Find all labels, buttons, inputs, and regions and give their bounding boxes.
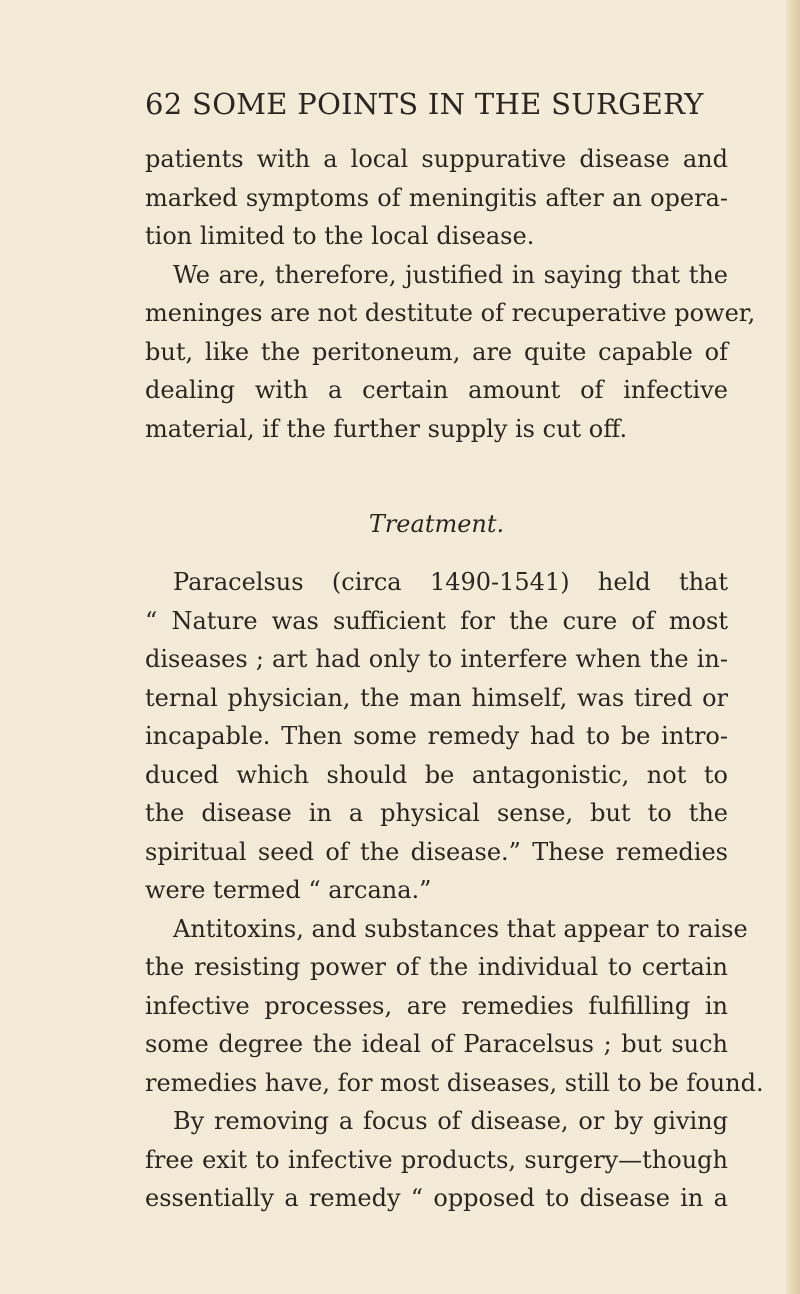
page-number: 62 <box>145 87 183 121</box>
page-edge <box>786 0 800 1294</box>
text-line: meninges are not destitute of recuperative power, <box>145 299 756 327</box>
text-line: marked symptoms of meningitis after an opera- <box>145 183 728 212</box>
text-line: Paracelsus (circa 1490-1541) held that <box>173 568 728 596</box>
text-line: incapable. Then some remedy had to be intro- <box>145 722 728 750</box>
text-line: patients with a local suppurative disease and <box>145 145 728 173</box>
text-line: the resisting power of the individual to certain <box>145 953 728 981</box>
text-line: ternal physician, the man himself, was tired or <box>145 683 728 712</box>
text-line: Antitoxins, and substances that appear to raise <box>173 914 748 943</box>
text-line: tion limited to the local disease. <box>145 222 535 250</box>
text-line: dealing with a certain amount of infective <box>145 376 728 404</box>
text-line: We are, therefore, justified in saying that the <box>173 260 728 289</box>
text-line: essentially a remedy “ opposed to disease in a <box>145 1184 728 1212</box>
text-line: material, if the further supply is cut off. <box>145 414 628 443</box>
running-head-title: SOME POINTS IN THE SURGERY <box>192 87 704 121</box>
body-text <box>145 140 764 1218</box>
text-line: remedies have, for most diseases, still to be found. <box>145 1068 764 1097</box>
running-head <box>145 86 705 122</box>
text-line: diseases ; art had only to interfere when the in- <box>145 645 728 673</box>
text-line: the disease in a physical sense, but to the <box>145 799 728 827</box>
text-line: were termed “ arcana.” <box>145 876 432 904</box>
text-line: infective processes, are remedies fulfilling in <box>145 991 728 1020</box>
text-line: By removing a focus of disease, or by giving <box>173 1107 728 1135</box>
text-line: some degree the ideal of Paracelsus ; but such <box>145 1030 728 1058</box>
text-line: but, like the peritoneum, are quite capable of <box>145 337 728 366</box>
text-line: free exit to infective products, surgery—though <box>145 1145 728 1174</box>
section-heading: Treatment. <box>368 510 505 538</box>
text-line: spiritual seed of the disease.” These remedies <box>145 837 728 866</box>
text-line: duced which should be antagonistic, not to <box>145 760 728 789</box>
text-line: “ Nature was sufficient for the cure of most <box>145 606 728 635</box>
